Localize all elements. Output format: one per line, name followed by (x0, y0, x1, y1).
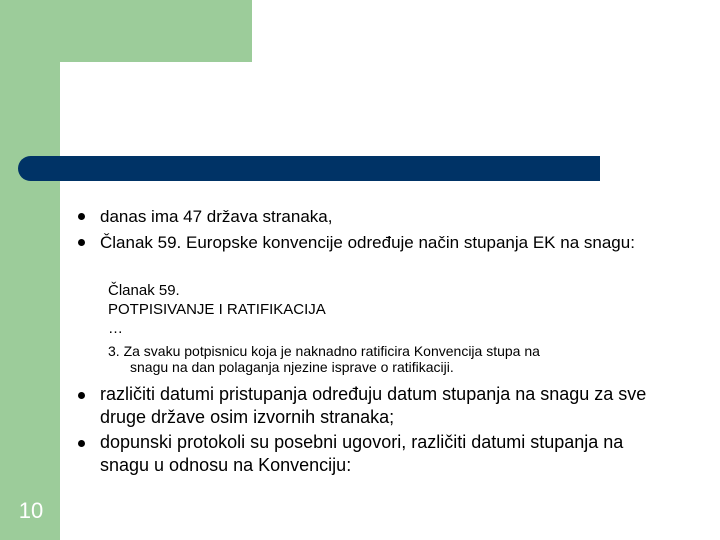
bullet-text: danas ima 47 država stranaka, (100, 207, 333, 226)
quote-line: … (108, 320, 123, 337)
quote-line: Članak 59. (108, 282, 180, 299)
bullet-text: Članak 59. Europske konvencije određuje način stupanja EK na snagu: (100, 233, 635, 252)
top-accent-block (60, 0, 252, 62)
page-number: 10 (18, 498, 44, 523)
bullet-text: dopunski protokoli su posebni ugovori, različiti datumi stupanja na snagu u odnosu na Konvenciju: (100, 432, 624, 475)
article-quote (108, 282, 678, 375)
quote-line: snagu na dan polaganja njezine isprave o ratifikaciji. (130, 359, 454, 375)
bullet-icon (78, 392, 85, 399)
bullet-icon (78, 440, 85, 447)
left-accent-bar (0, 0, 60, 540)
title-bar (18, 156, 600, 181)
quote-line: 3. Za svaku potpisnicu koja je naknadno ratificira Konvencija stupa na (108, 343, 540, 359)
quote-line: POTPISIVANJE I RATIFIKACIJA (108, 301, 326, 318)
content-corner (60, 62, 100, 102)
bullet-text: različiti datumi pristupanja određuju datum stupanja na snagu za sve druge države osim izvornih stranaka; (100, 384, 647, 427)
bullet-icon (78, 239, 85, 246)
bullet-icon (78, 213, 85, 220)
